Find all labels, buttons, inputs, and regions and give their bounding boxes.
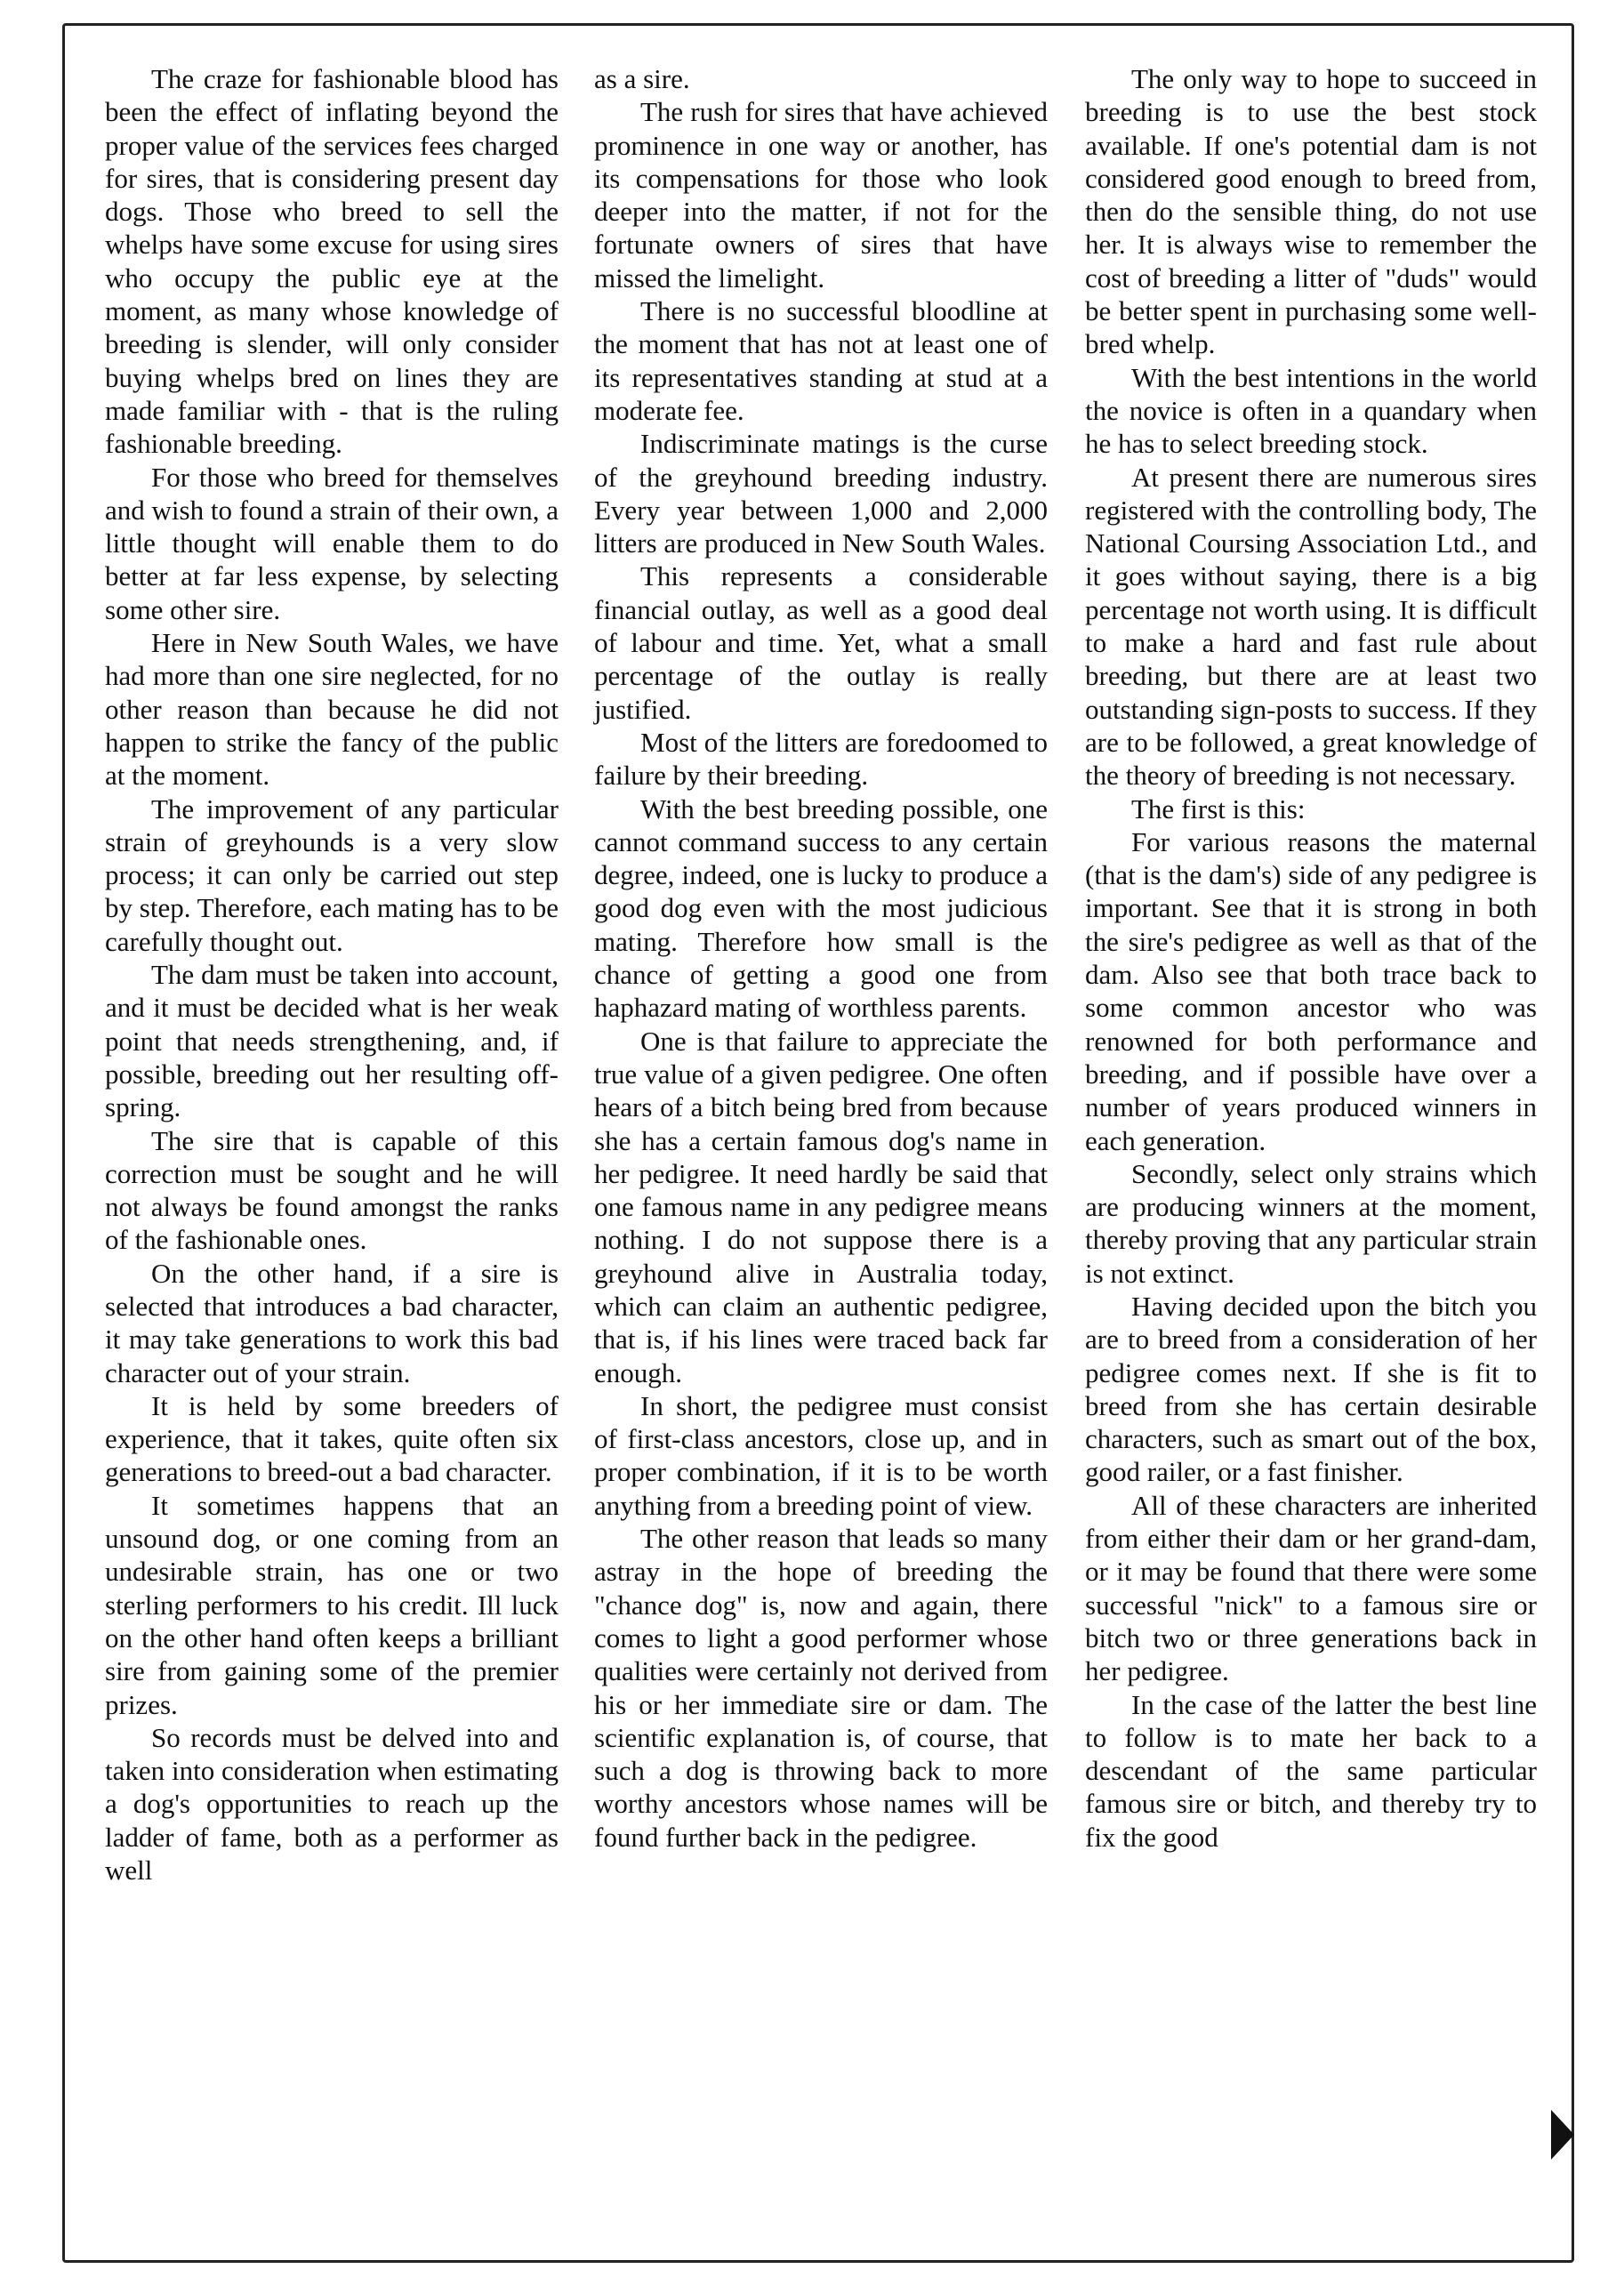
paragraph: All of these characters are inherited from either their dam or her grand-dam, or it may be found that there were some successful "nick" to a famous sire or bitch two or three generations back in her pedigree. — [1085, 1489, 1537, 1687]
paragraph: This represents a considerable financial outlay, as well as a good deal of labour and time. Yet, what a small percentage of the outlay is really justified. — [594, 560, 1048, 725]
paragraph: Having decided upon the bitch you are to breed from a consideration of her pedigree comes next. If she is fit to breed from she has certain desirable characters, such as smart out of the box, good railer, or a fast finisher. — [1085, 1290, 1537, 1488]
paragraph: The other reason that leads so many astray in the hope of breeding the "chance dog" is, now and again, there comes to light a good performer whose qualities were certainly not derived from his or her immediate sire or dam. The scientific explanation is, of course, that such a dog is throwing back to more worthy ancestors whose names will be found further back in the pedigree. — [594, 1523, 1048, 1853]
paragraph: The dam must be taken into account, and it must be decided what is her weak point that needs strengthening, and, if possible, breeding out her resulting off-spring. — [105, 959, 559, 1123]
paragraph: One is that failure to appreciate the true value of a given pedigree. One often hears of a bitch being bred from because she has a certain famous dog's name in her pedigree. It need hardly be said that one famous name in any pedigree means nothing. I do not suppose there is a greyhound alive in Australia today, which can claim an authentic pedigree, that is, if his lines were traced back far enough. — [594, 1025, 1048, 1388]
right-arrow-icon — [1549, 2108, 1576, 2161]
paragraph: It sometimes happens that an unsound dog, or one coming from an undesirable strain, has one or two sterling performers to his credit. Ill luck on the other hand often keeps a brilliant sire from gaining some of the premier prizes. — [105, 1489, 559, 1720]
paragraph: The first is this: — [1131, 793, 1306, 825]
paragraph: So records must be delved into and taken into consideration when estimating a dog's opportunities to reach up the ladder of fame, both as a performer as well — [105, 1721, 559, 1887]
paragraph: The only way to hope to succeed in breeding is to use the best stock available. If one's potential dam is not considered good enough to breed from, then do the sensible thing, do not use her. It is always wise to remember the cost of breeding a litter of "duds" would be better spent in purchasing some well-bred whelp. — [1085, 63, 1537, 360]
paragraph: For various reasons the maternal (that is the dam's) side of any pedigree is important. See that it is strong in both the sire's pedigree as well as that of the dam. Also see that both trace back to some common ancestor who was renowned for both performance and breeding, and if possible have over a number of years produced winners in each generation. — [1085, 825, 1537, 1156]
paragraph: For those who breed for themselves and wish to found a strain of their own, a little thought will enable them to do better at far less expense, by selecting some other sire. — [105, 461, 559, 625]
paragraph: In short, the pedigree must consist of first-class ancestors, close up, and in proper combination, if it is to be worth anything from a breeding point of view. — [594, 1389, 1048, 1521]
paragraph: At present there are numerous sires registered with the controlling body, The National Coursing Association Ltd., and it goes without saying, there is a big percentage not worth using. It is difficult to make a hard and fast rule about breeding, but there are at least two outstanding sign-posts to success. If they are to be followed, a great knowledge of the theory of breeding is not necessary. — [1085, 461, 1538, 792]
paragraph: Secondly, select only strains which are producing winners at the moment, thereby proving that any particular strain is not extinct. — [1085, 1157, 1537, 1289]
paragraph: It is held by some breeders of experience, that it takes, quite often six generations to breed-out a bad character. — [105, 1389, 559, 1488]
paragraph: Here in New South Wales, we have had more than one sire neglected, for no other reason than because he did not happen to strike the fancy of the public at the moment. — [105, 627, 559, 792]
article-column-1 — [105, 62, 559, 1887]
paragraph: There is no successful bloodline at the moment that has not at least one of its representatives standing at stud at a moderate fee. — [594, 295, 1048, 426]
paragraph: In the case of the latter the best line to follow is to mate her back to a descendant of the same particular famous sire or bitch, and thereby try to fix the good — [1085, 1688, 1537, 1853]
paragraph: On the other hand, if a sire is selected that introduces a bad character, it may take generations to work this bad character out of your strain. — [105, 1257, 559, 1388]
paragraph: With the best breeding possible, one cannot command success to any certain degree, indeed, one is lucky to produce a good dog even with the most judicious mating. Therefore how small is the chance of getting a good one from haphazard mating of worthless parents. — [594, 793, 1048, 1024]
article-column-3 — [1085, 62, 1537, 1854]
paragraph-continuation: as a sire. — [594, 63, 690, 94]
paragraph: With the best intentions in the world the novice is often in a quandary when he has to select breeding stock. — [1085, 361, 1537, 460]
paragraph: The craze for fashionable blood has been the effect of inflating beyond the proper value of the services fees charged for sires, that is considering present day dogs. Those who breed to sell the whelps have some excuse for using sires who occupy the public eye at the moment, as many whose knowledge of breeding is slender, will only consider buying whelps bred on lines they are made familiar with - that is the ruling fashionable breeding. — [105, 63, 559, 460]
paragraph: The improvement of any particular strain of greyhounds is a very slow process; it can only be carried out step by step. Therefore, each mating has to be carefully thought out. — [105, 793, 559, 957]
paragraph: The rush for sires that have achieved prominence in one way or another, has its compensations for those who look deeper into the matter, if not for the fortunate owners of sires that have missed the limelight. — [594, 96, 1048, 294]
article-column-2 — [594, 62, 1048, 1854]
paragraph: Indiscriminate matings is the curse of the greyhound breeding industry. Every year between 1,000 and 2,000 litters are produced in New South Wales. — [594, 428, 1048, 559]
paragraph: Most of the litters are foredoomed to failure by their breeding. — [594, 726, 1048, 792]
paragraph: The sire that is capable of this correction must be sought and he will not always be found amongst the ranks of the fashionable ones. — [105, 1124, 559, 1256]
